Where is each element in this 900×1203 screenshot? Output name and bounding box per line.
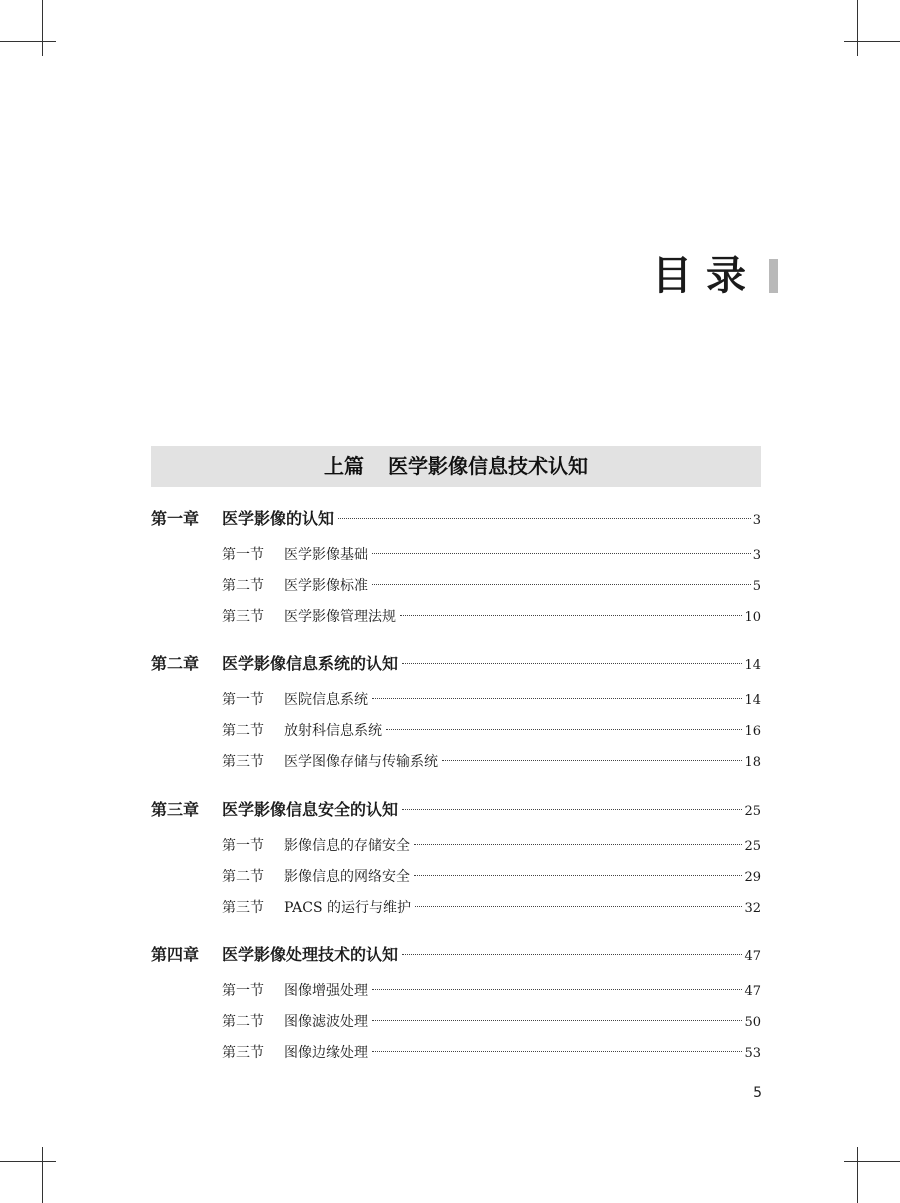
section-label: 第二节 [222, 578, 264, 594]
chapter-title: 医学影像处理技术的认知 [222, 945, 399, 964]
section-label: 第三节 [222, 900, 264, 916]
section-line [284, 575, 761, 595]
toc-chapter-row[interactable] [0, 942, 900, 964]
toc-section-row[interactable] [0, 866, 900, 888]
dot-leader [400, 615, 742, 616]
chapter-line [222, 651, 761, 674]
dot-leader [372, 1020, 742, 1021]
section-line [284, 1011, 761, 1031]
dot-leader [402, 954, 742, 955]
toc-chapter-row[interactable] [0, 797, 900, 819]
section-label: 第一节 [222, 547, 264, 563]
chapter-label: 第三章 [151, 800, 200, 819]
section-line [284, 1042, 761, 1062]
section-line [284, 897, 761, 917]
chapter-page: 25 [744, 804, 761, 819]
section-label: 第一节 [222, 983, 264, 999]
dot-leader [372, 989, 742, 990]
toc-section-row[interactable] [0, 544, 900, 566]
section-label: 第二节 [222, 869, 264, 885]
toc-section-row[interactable] [0, 1042, 900, 1064]
toc-chapter-row[interactable] [0, 651, 900, 673]
section-title: 图像边缘处理 [284, 1045, 368, 1061]
crop-mark-bottom-right-h [844, 1161, 900, 1162]
section-page: 47 [744, 984, 761, 999]
crop-mark-top-left-v [42, 0, 43, 56]
toc-chapter-row[interactable] [0, 506, 900, 528]
section-title: 影像信息的网络安全 [284, 869, 410, 885]
section-line [284, 689, 761, 709]
dot-leader [372, 698, 742, 699]
section-label: 第二节 [222, 1014, 264, 1030]
section-title: 医学影像基础 [284, 547, 368, 563]
crop-mark-top-right-h [844, 41, 900, 42]
section-page: 5 [752, 579, 761, 594]
section-page: 29 [744, 870, 761, 885]
section-line [284, 544, 761, 564]
crop-mark-bottom-right-v [857, 1147, 858, 1203]
section-page: 3 [752, 548, 761, 563]
dot-leader [372, 553, 751, 554]
section-title: 医学影像标准 [284, 578, 368, 594]
toc-section-row[interactable] [0, 980, 900, 1002]
toc-section-row[interactable] [0, 720, 900, 742]
chapter-line [222, 506, 761, 529]
dot-leader [414, 844, 742, 845]
toc-section-row[interactable] [0, 1011, 900, 1033]
section-title: 放射科信息系统 [284, 723, 382, 739]
section-label: 第二节 [222, 723, 264, 739]
section-page: 32 [744, 901, 761, 916]
section-title: 图像滤波处理 [284, 1014, 368, 1030]
dot-leader [372, 584, 751, 585]
toc-section-row[interactable] [0, 689, 900, 711]
dot-leader [402, 809, 742, 810]
chapter-page: 14 [744, 658, 761, 673]
section-title: 医学图像存储与传输系统 [284, 754, 438, 770]
section-label: 第一节 [222, 692, 264, 708]
dot-leader [414, 875, 742, 876]
section-line [284, 835, 761, 855]
toc-section-row[interactable] [0, 897, 900, 919]
section-page: 18 [744, 755, 761, 770]
toc-section-row[interactable] [0, 575, 900, 597]
chapter-title: 医学影像信息安全的认知 [222, 800, 399, 819]
section-page: 50 [744, 1015, 761, 1030]
crop-mark-top-left-h [0, 41, 56, 42]
dot-leader [415, 906, 742, 907]
section-line [284, 720, 761, 740]
section-label: 第三节 [222, 1045, 264, 1061]
crop-mark-bottom-left-v [42, 1147, 43, 1203]
section-title: 图像增强处理 [284, 983, 368, 999]
crop-mark-bottom-left-h [0, 1161, 56, 1162]
crop-mark-top-right-v [857, 0, 858, 56]
section-line [284, 866, 761, 886]
chapter-line [222, 797, 761, 820]
page-number: 5 [753, 1085, 762, 1101]
section-title: 医院信息系统 [284, 692, 368, 708]
dot-leader [442, 760, 742, 761]
toc-section-row[interactable] [0, 835, 900, 857]
toc-section-row[interactable] [0, 606, 900, 628]
chapter-label: 第四章 [151, 945, 200, 964]
section-page: 53 [744, 1046, 761, 1061]
section-title: 医学影像管理法规 [284, 609, 396, 625]
section-page: 25 [744, 839, 761, 854]
section-label: 第一节 [222, 838, 264, 854]
section-label: 第三节 [222, 754, 264, 770]
part-title: 医学影像信息技术认知 [388, 454, 588, 478]
part-header [151, 446, 761, 487]
section-line [284, 751, 761, 771]
chapter-label: 第一章 [151, 509, 200, 528]
title-accent-bar [769, 259, 778, 293]
chapter-title: 医学影像的认知 [222, 509, 335, 528]
chapter-label: 第二章 [151, 654, 200, 673]
dot-leader [338, 518, 751, 519]
section-label: 第三节 [222, 609, 264, 625]
dot-leader [402, 663, 742, 664]
chapter-page: 47 [744, 949, 761, 964]
section-title: PACS 的运行与维护 [284, 900, 411, 916]
section-line [284, 606, 761, 626]
chapter-page: 3 [752, 513, 761, 528]
section-page: 16 [744, 724, 761, 739]
section-page: 14 [744, 693, 761, 708]
chapter-line [222, 942, 761, 965]
section-page: 10 [744, 610, 761, 625]
section-line [284, 980, 761, 1000]
dot-leader [386, 729, 742, 730]
dot-leader [372, 1051, 742, 1052]
page-title: 目录 [652, 253, 760, 299]
part-label: 上篇 [324, 454, 364, 478]
section-title: 影像信息的存储安全 [284, 838, 410, 854]
toc-section-row[interactable] [0, 751, 900, 773]
chapter-title: 医学影像信息系统的认知 [222, 654, 399, 673]
